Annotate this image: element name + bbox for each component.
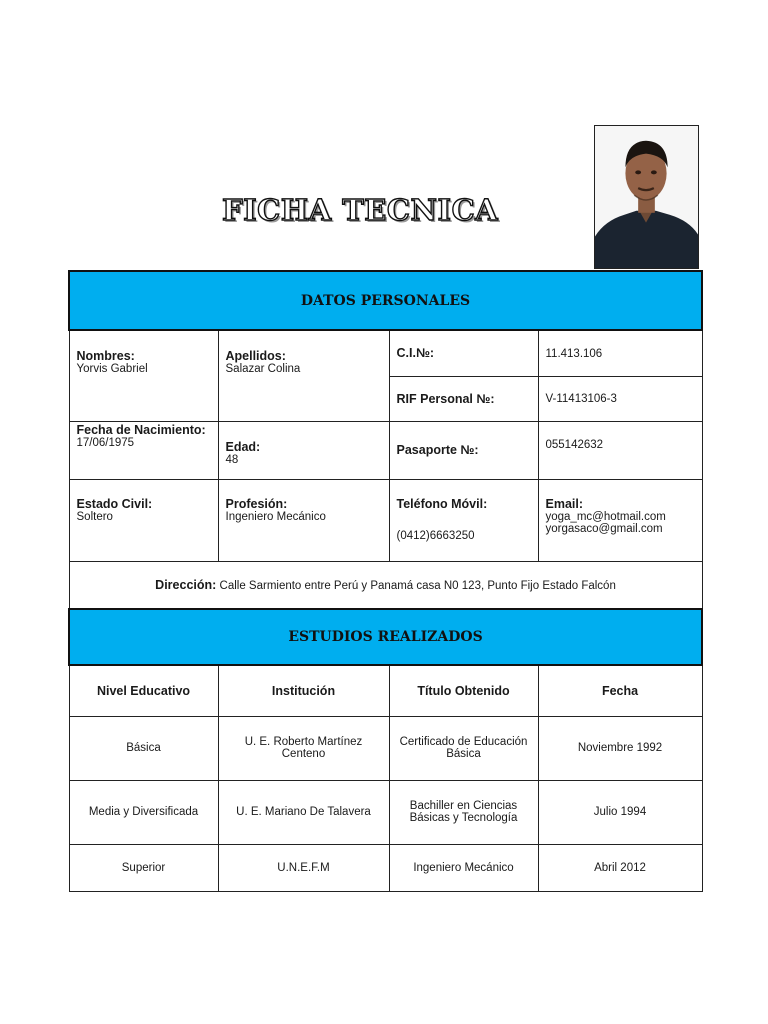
- ficha-sheet: [68, 270, 701, 892]
- rif-label-cell: [389, 376, 538, 421]
- telefono-cell: [389, 479, 538, 561]
- edad-cell: [218, 421, 389, 479]
- nacimiento-label: Fecha de Nacimiento:: [76, 422, 206, 437]
- cell-institucion: U.N.E.F.M: [218, 844, 389, 891]
- ci-label-cell: [389, 330, 538, 376]
- telefono-label: Teléfono Móvil:: [396, 496, 488, 511]
- nombres-cell: [69, 330, 218, 421]
- cell-fecha: Julio 1994: [538, 780, 702, 844]
- cell-titulo: Ingeniero Mecánico: [389, 844, 538, 891]
- table-row: [69, 780, 702, 844]
- profesion-value: Ingeniero Mecánico: [225, 510, 326, 523]
- rif-value: V-11413106-3: [545, 392, 617, 405]
- direccion-label: Dirección:: [155, 577, 217, 592]
- cell-fecha: Abril 2012: [538, 844, 702, 891]
- pasaporte-value-cell: [538, 421, 702, 479]
- email-label: Email:: [545, 496, 584, 511]
- ci-label: C.I.№:: [396, 346, 435, 361]
- apellidos-value: Salazar Colina: [225, 363, 301, 375]
- profesion-label: Profesión:: [225, 496, 288, 511]
- cell-fecha: Noviembre 1992: [538, 716, 702, 780]
- nacimiento-value: 17/06/1975: [76, 436, 135, 449]
- nombres-value: Yorvis Gabriel: [76, 363, 148, 375]
- cell-titulo: Certificado de Educación Básica: [389, 716, 538, 780]
- email-value-2: yorgasaco@gmail.com: [545, 522, 663, 535]
- col-header-institucion: Institución: [218, 665, 389, 716]
- direccion-cell: [69, 561, 702, 609]
- rif-label: RIF Personal №:: [396, 391, 495, 406]
- estado-civil-value: Soltero: [76, 510, 113, 523]
- datos-personales-table: [68, 270, 703, 892]
- person-portrait-icon: [595, 126, 698, 268]
- apellidos-label: Apellidos:: [225, 349, 286, 363]
- estado-civil-label: Estado Civil:: [76, 496, 153, 511]
- email-cell: [538, 479, 702, 561]
- cell-nivel: Superior: [69, 844, 218, 891]
- cell-nivel: Media y Diversificada: [69, 780, 218, 844]
- profesion-cell: [218, 479, 389, 561]
- table-row: [69, 844, 702, 891]
- edad-label: Edad:: [225, 439, 261, 454]
- ci-value-cell: [538, 330, 702, 376]
- estudios-header: ESTUDIOS REALIZADOS: [69, 609, 702, 665]
- cell-titulo: Bachiller en Ciencias Básicas y Tecnología: [389, 780, 538, 844]
- pasaporte-label: Pasaporte №:: [396, 443, 479, 457]
- ci-value: 11.413.106: [545, 348, 603, 360]
- pasaporte-value: 055142632: [545, 438, 604, 451]
- edad-value: 48: [225, 453, 239, 466]
- col-header-fecha: Fecha: [538, 665, 702, 716]
- col-header-titulo: Título Obtenido: [389, 665, 538, 716]
- table-row: [69, 716, 702, 780]
- datos-personales-header: DATOS PERSONALES: [69, 271, 702, 330]
- col-header-nivel: Nivel Educativo: [69, 665, 218, 716]
- rif-value-cell: [538, 376, 702, 421]
- direccion-value: Calle Sarmiento entre Perú y Panamá casa N0 123, Punto Fijo Estado Falcón: [219, 579, 616, 592]
- pasaporte-label-cell: [389, 421, 538, 479]
- page-title: FICHA TECNICA: [222, 193, 499, 227]
- profile-photo: [594, 125, 699, 269]
- nacimiento-cell: [69, 421, 218, 479]
- email-value-1: yoga_mc@hotmail.com: [545, 510, 666, 523]
- telefono-value: (0412)6663250: [396, 529, 475, 542]
- cell-institucion: U. E. Roberto Martínez Centeno: [218, 716, 389, 780]
- apellidos-cell: [218, 330, 389, 421]
- cell-institucion: U. E. Mariano De Talavera: [218, 780, 389, 844]
- cell-nivel: Básica: [69, 716, 218, 780]
- estado-civil-cell: [69, 479, 218, 561]
- nombres-label: Nombres:: [76, 349, 135, 363]
